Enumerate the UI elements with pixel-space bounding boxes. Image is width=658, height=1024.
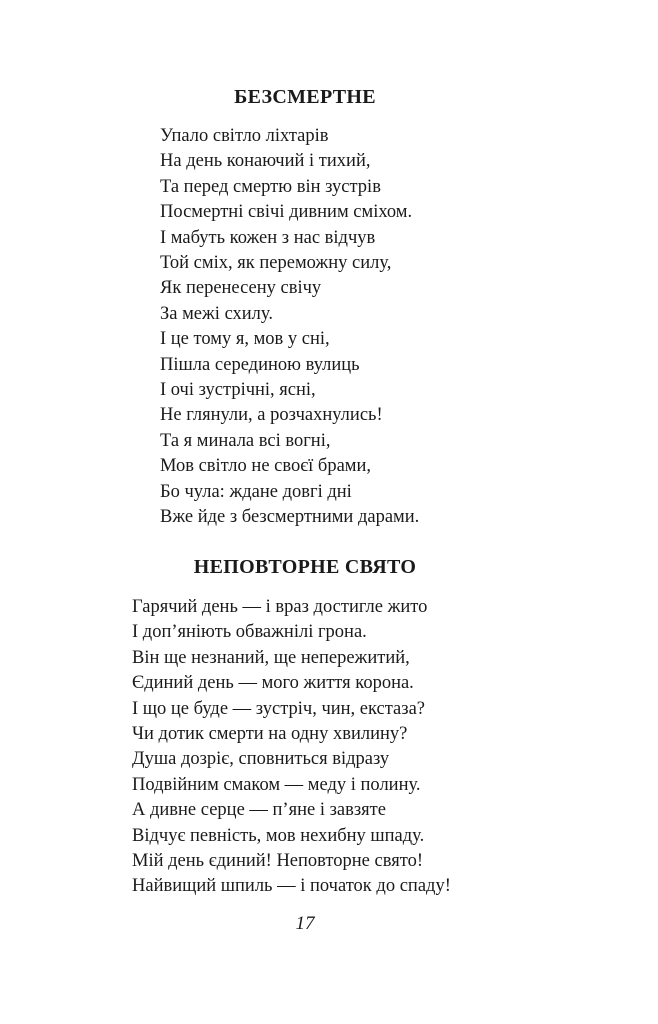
- poem-line: Той сміх, як переможну силу,: [160, 253, 392, 274]
- poem-line: За межі схилу.: [160, 303, 273, 324]
- poem-line: Пішла серединою вулиць: [160, 354, 360, 375]
- poem-line: Він ще незнаний, ще непережитий,: [132, 647, 410, 668]
- poem-line: Бо чула: ждане довгі дні: [160, 481, 352, 502]
- poem-line: Подвійним смаком — меду і полину.: [132, 774, 421, 795]
- poem-line: Душа дозріє, сповниться відразу: [132, 749, 390, 770]
- poem-line: Мій день єдиний! Неповторне свято!: [132, 851, 423, 872]
- poem-title: НЕПОВТОРНЕ СВЯТО: [193, 556, 417, 578]
- poem-line: І доп’яніють обважнілі грона.: [132, 622, 367, 643]
- poem-body: [160, 124, 419, 531]
- poem-line: Найвищий шпиль — і початок до спаду!: [132, 876, 451, 897]
- poem-line: Єдиний день — мого життя корона.: [132, 673, 414, 694]
- poem-line: І очі зустрічні, ясні,: [160, 380, 316, 401]
- poem-body: [132, 595, 451, 900]
- poem-line: Мов світло не своєї брами,: [160, 456, 372, 477]
- poem-line: На день конаючий і тихий,: [160, 151, 371, 172]
- poem-line: І мабуть кожен з нас відчув: [160, 227, 376, 248]
- poem-line: Та я минала всі вогні,: [160, 430, 331, 451]
- poem-line: Вже йде з безсмертними дарами.: [160, 507, 420, 528]
- poem-line: Не глянули, а розчахнулись!: [160, 405, 383, 426]
- poem-line: І що це буде — зустріч, чин, екстаза?: [132, 698, 426, 719]
- poem-line: Чи дотик смерти на одну хвилину?: [132, 724, 408, 745]
- poem-line: Відчує певність, мов нехибну шпаду.: [132, 825, 425, 846]
- poem-line: І це тому я, мов у сні,: [160, 329, 330, 350]
- page-number: 17: [295, 913, 315, 934]
- poem-line: Гарячий день — і враз достигле жито: [132, 597, 428, 617]
- poem-line: А дивне серце — п’яне і завзяте: [132, 800, 386, 821]
- poem-line: Та перед смертю він зустрів: [160, 176, 381, 197]
- poem-title: БЕЗСМЕРТНЕ: [234, 86, 376, 108]
- poem-line: Посмертні свічі дивним сміхом.: [160, 202, 413, 223]
- poem-line: Як перенесену свічу: [160, 278, 322, 299]
- poem-line: Упало світло ліхтарів: [160, 126, 329, 146]
